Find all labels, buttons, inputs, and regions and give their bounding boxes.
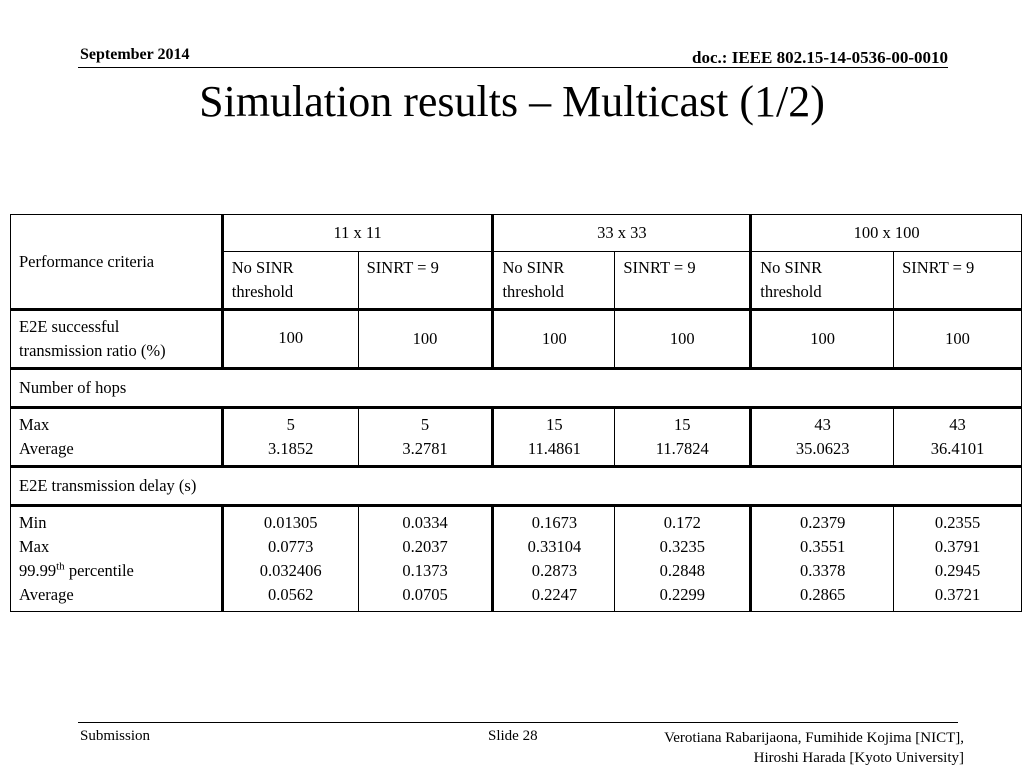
group-header-100x100: 100 x 100 [751, 215, 1022, 252]
footer-submission: Submission [80, 728, 151, 744]
value-percentile: 0.3378 [799, 561, 846, 580]
table-header-row [11, 215, 1022, 252]
subheader-line1: No SINR [502, 258, 565, 277]
row-label-max: Max [19, 415, 50, 434]
row-label-hops [11, 408, 223, 467]
value-average: 36.4101 [930, 439, 985, 458]
header-doc-id: doc.: IEEE 802.15-14-0536-00-0010 [692, 48, 948, 67]
value-max: 5 [286, 415, 295, 434]
value-max: 5 [420, 415, 430, 434]
value-min: 0.172 [663, 513, 701, 532]
table-cell [222, 506, 358, 612]
subheader-line1: No SINR [760, 258, 823, 277]
subheader-cell [615, 252, 751, 310]
table-cell [222, 408, 358, 467]
subheader-line1: SINRT = 9 [366, 258, 439, 277]
value-percentile: 0.2848 [659, 561, 705, 580]
group-header-11x11: 11 x 11 [222, 215, 493, 252]
group-header-33x33: 33 x 33 [493, 215, 751, 252]
subheader-cell [358, 252, 493, 310]
value-max: 0.3551 [799, 537, 846, 556]
value-average: 0.0562 [268, 585, 314, 604]
section-label-delay: E2E transmission delay (s) [11, 467, 1022, 506]
value-average: 3.1852 [268, 439, 314, 458]
section-label-hops: Number of hops [11, 369, 1022, 408]
section-row-delay [11, 467, 1022, 506]
row-label-average: Average [19, 439, 74, 458]
value-average: 35.0623 [795, 439, 850, 458]
value-max: 43 [949, 415, 966, 434]
header-date: September 2014 [80, 46, 190, 63]
value-average: 11.7824 [655, 439, 709, 458]
table-cell [493, 506, 615, 612]
row-label-delay [11, 506, 223, 612]
table-cell: 100 [358, 310, 493, 369]
row-label-average: Average [19, 585, 74, 604]
value-average: 0.3721 [934, 585, 981, 604]
value-average: 0.2865 [799, 585, 846, 604]
footer-authors [664, 728, 964, 768]
value-max: 15 [546, 415, 563, 434]
table-cell: 100 [894, 310, 1022, 369]
value-max: 0.3791 [934, 537, 981, 556]
value-percentile: 0.1373 [402, 561, 448, 580]
table-cell: 100 [222, 310, 358, 369]
value-average: 3.2781 [402, 439, 448, 458]
subheader-line1: SINRT = 9 [623, 258, 696, 277]
row-label-e2e-ratio [11, 310, 223, 369]
table-row [11, 310, 1022, 369]
value-average: 0.0705 [402, 585, 448, 604]
value-average: 0.2247 [531, 585, 578, 604]
row-label-percentile: 99.99th percentile [19, 560, 134, 580]
value-average: 0.2299 [659, 585, 705, 604]
value-average: 11.4861 [527, 439, 581, 458]
table-cell [615, 408, 751, 467]
value-max: 0.3235 [659, 537, 705, 556]
header-rule [78, 67, 948, 68]
value-max: 15 [674, 415, 691, 434]
table-cell [751, 506, 894, 612]
table-cell [358, 408, 493, 467]
value-max: 0.2037 [402, 537, 448, 556]
value-percentile: 0.2945 [934, 561, 981, 580]
subheader-cell [222, 252, 358, 310]
table-cell: 100 [493, 310, 615, 369]
subheader-cell [493, 252, 615, 310]
value-max: 0.0773 [268, 537, 314, 556]
footer-authors-line2: Hiroshi Harada [Kyoto University] [753, 750, 964, 766]
subheader-line2: threshold [231, 282, 294, 301]
subheader-cell [751, 252, 894, 310]
subheader-line1: No SINR [231, 258, 294, 277]
subheader-line2: threshold [502, 282, 564, 301]
value-percentile: 0.2873 [531, 561, 578, 580]
value-max: 43 [814, 415, 831, 434]
section-row-hops [11, 369, 1022, 408]
table-cell [751, 408, 894, 467]
corner-label-cell [11, 215, 223, 310]
subheader-line2: threshold [760, 282, 822, 301]
footer-authors-line1: Verotiana Rabarijaona, Fumihide Kojima [NICT], [664, 730, 964, 746]
table-cell [894, 408, 1022, 467]
footer-slide-number: Slide 28 [488, 728, 538, 744]
value-percentile: 0.032406 [259, 561, 322, 580]
value-min: 0.2379 [799, 513, 846, 532]
table-cell [615, 506, 751, 612]
table-cell [358, 506, 493, 612]
results-table [10, 214, 1022, 612]
subheader-line1: SINRT = 9 [902, 258, 975, 277]
row-label-min: Min [19, 513, 47, 532]
row-label-line1: E2E successful [19, 317, 120, 336]
slide-title: Simulation results – Multicast (1/2) [199, 77, 825, 126]
table-row [11, 506, 1022, 612]
corner-label: Performance criteria [19, 251, 155, 271]
table-cell: 100 [751, 310, 894, 369]
value-min: 0.1673 [531, 513, 578, 532]
row-label-max: Max [19, 537, 50, 556]
value-max: 0.33104 [527, 537, 582, 556]
value-min: 0.01305 [263, 513, 318, 532]
subheader-cell [894, 252, 1022, 310]
value-min: 0.0334 [402, 513, 448, 532]
row-label-line2: transmission ratio (%) [19, 341, 166, 360]
table-cell [493, 408, 615, 467]
footer-rule [78, 722, 958, 723]
value-min: 0.2355 [934, 513, 981, 532]
table-cell [894, 506, 1022, 612]
table-cell: 100 [615, 310, 751, 369]
table-row [11, 408, 1022, 467]
